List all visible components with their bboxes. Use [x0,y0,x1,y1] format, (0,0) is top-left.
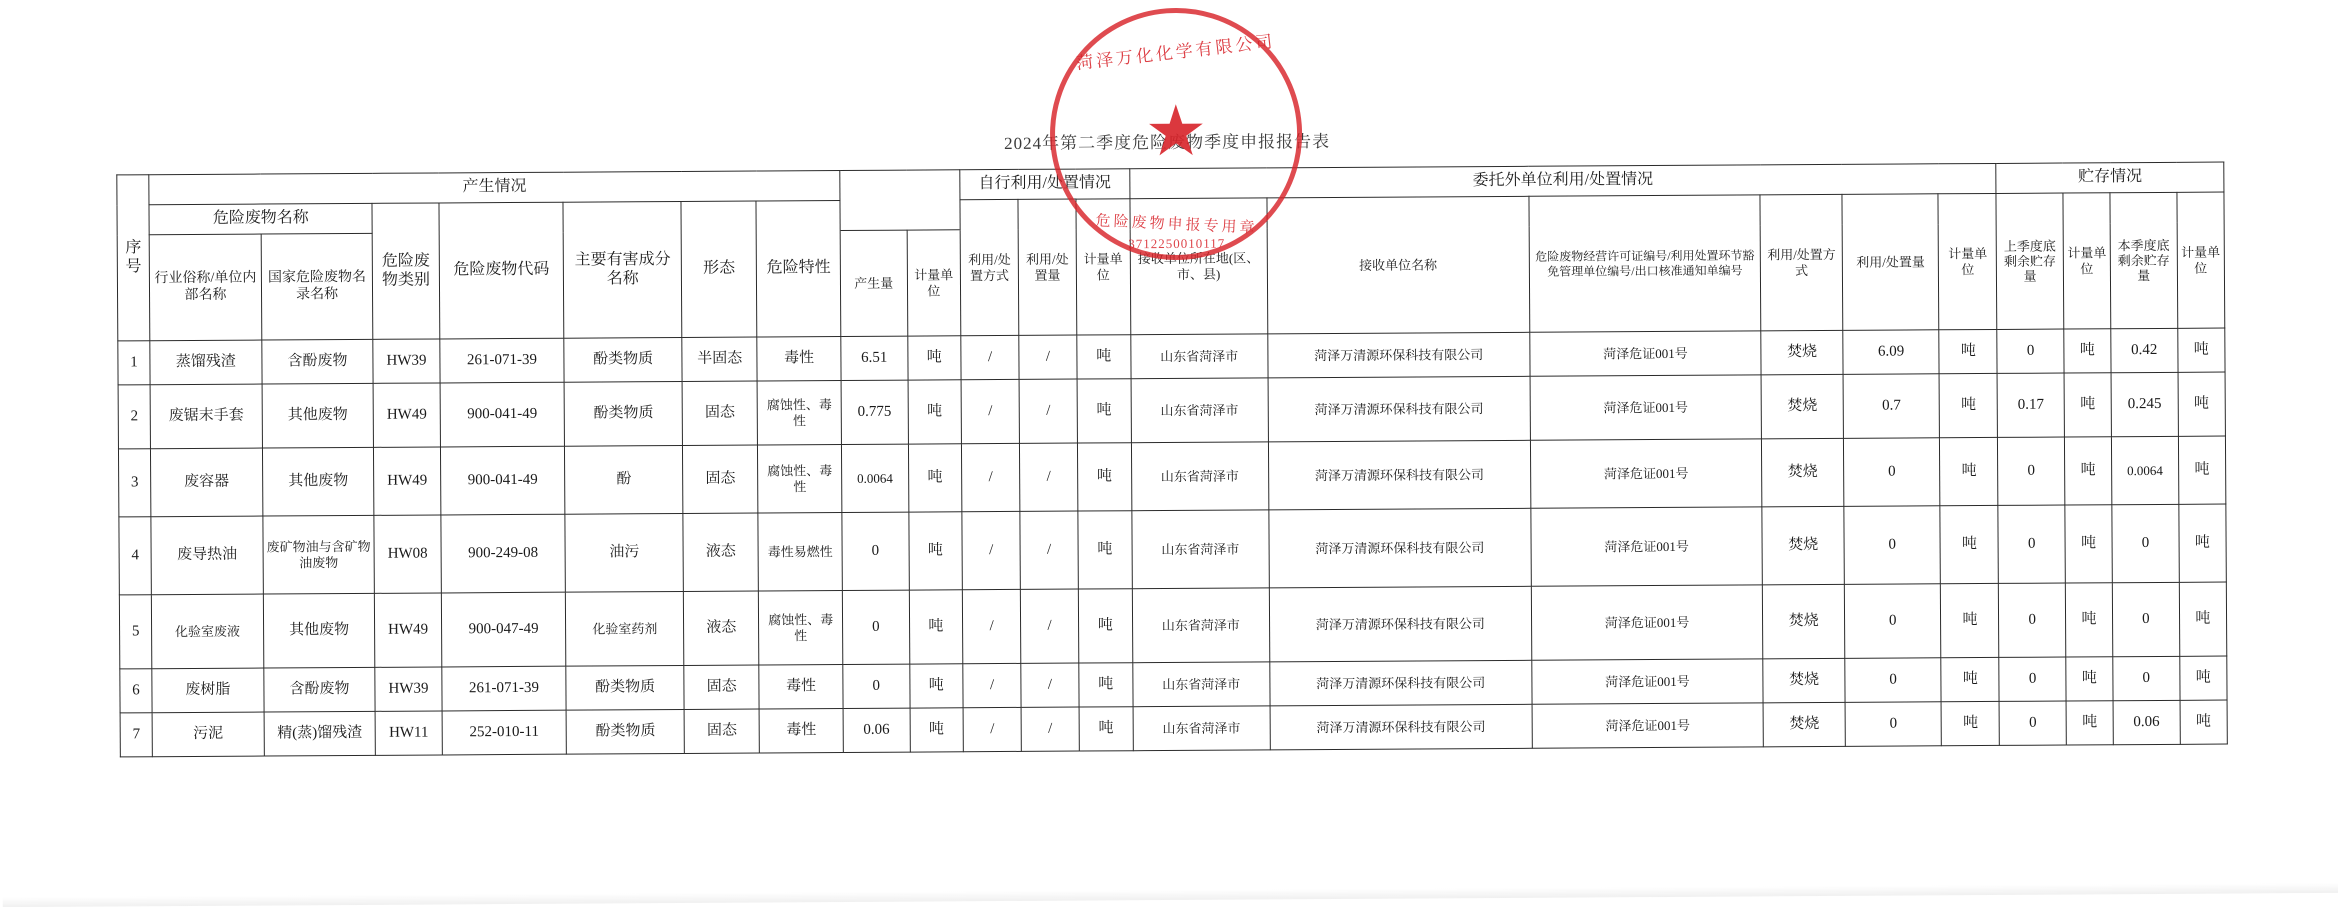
seal-bottom-text: 危险废物申报专用章 [1095,213,1258,237]
header-hazard-property: 危险特性 [756,201,841,338]
cell-industry-name: 废容器 [151,448,263,517]
cell-self-method: / [961,335,1019,379]
cell-receiver-region: 山东省菏泽市 [1131,442,1269,511]
cell-unit-1: 吨 [908,512,962,590]
cell-self-method: / [962,589,1020,663]
cell-entrust-method: 焚烧 [1761,330,1843,374]
cell-generated-amount: 0.775 [841,380,908,444]
cell-waste-category: HW39 [375,667,442,711]
cell-waste-code: 900-249-08 [441,514,566,593]
cell-hazard-property: 毒性 [759,708,843,753]
cell-industry-name: 废导热油 [151,516,263,595]
header-receiver-region: 接收单位所在地(区、市、县) [1130,198,1268,335]
cell-unit-5: 吨 [2179,656,2227,700]
cell-form: 固态 [682,381,757,445]
header-industry-name: 行业俗称/单位内部名称 [149,234,261,341]
cell-hazard-property: 腐蚀性、毒性 [757,381,841,446]
header-unit-5: 计量单位 [2177,192,2225,328]
cell-self-amount: / [1019,335,1077,379]
cell-receiver-region: 山东省菏泽市 [1131,510,1269,589]
cell-unit-2: 吨 [1078,511,1132,589]
cell-unit-4: 吨 [2064,373,2112,437]
header-entrust-amount: 利用/处置量 [1842,194,1939,331]
cell-entrust-amount: 0 [1845,702,1942,747]
header-unit-4: 计量单位 [2063,193,2111,329]
cell-self-amount: / [1020,511,1078,589]
table-row [119,504,2226,595]
header-waste-code: 危险废物代码 [439,202,564,339]
cell-unit-5: 吨 [2178,372,2226,436]
cell-unit-1: 吨 [909,590,963,664]
cell-unit-4: 吨 [2066,701,2113,745]
cell-prev-quarter-stock: 0 [1999,657,2066,701]
cell-self-method: / [963,663,1021,707]
cell-hazard-property: 腐蚀性、毒性 [759,590,843,665]
cell-generated-amount: 0 [842,512,909,590]
cell-unit-1: 吨 [910,708,964,752]
cell-entrust-amount: 0.7 [1843,374,1940,439]
cell-this-quarter-stock: 0.06 [2113,700,2180,744]
cell-hazard-property: 毒性 [759,664,843,709]
cell-waste-category: HW39 [373,339,440,383]
cell-this-quarter-stock: 0.245 [2111,372,2178,436]
cell-unit-5: 吨 [2180,700,2228,744]
cell-harmful-component: 酚 [565,445,683,514]
header-unit-1: 计量单位 [907,230,961,336]
cell-form: 液态 [684,591,760,665]
header-generation-group: 产生情况 [149,171,840,205]
cell-receiver-name: 菏泽万清源环保科技有限公司 [1268,440,1530,510]
cell-this-quarter-stock: 0 [2113,656,2180,700]
cell-entrust-amount: 0 [1844,506,1941,585]
cell-waste-category: HW49 [373,383,440,447]
cell-unit-5: 吨 [2178,436,2226,504]
cell-prev-quarter-stock: 0 [1998,437,2065,505]
cell-prev-quarter-stock: 0.17 [1997,373,2064,437]
cell-this-quarter-stock: 0.0064 [2112,436,2179,504]
header-entrust-method: 利用/处置方式 [1760,194,1842,330]
cell-waste-category: HW08 [374,515,441,593]
cell-entrust-method: 焚烧 [1762,438,1844,506]
header-license-no: 危险废物经营许可证编号/利用处置环节豁免管理单位编号/出口核准通知单编号 [1529,195,1762,332]
cell-receiver-name: 菏泽万清源环保科技有限公司 [1270,660,1532,706]
cell-receiver-region: 山东省菏泽市 [1131,378,1269,443]
cell-hazard-property: 毒性 [757,337,841,382]
cell-seq: 5 [119,595,152,669]
cell-generated-amount: 0.06 [843,708,910,752]
cell-receiver-region: 山东省菏泽市 [1132,662,1270,707]
cell-unit-2: 吨 [1079,663,1133,707]
cell-unit-3: 吨 [1941,583,1999,657]
cell-receiver-region: 山东省菏泽市 [1132,588,1270,663]
cell-unit-3: 吨 [1940,505,1998,583]
cell-entrust-method: 焚烧 [1763,702,1845,746]
cell-hazard-property: 腐蚀性、毒性 [758,445,842,514]
cell-catalog-name: 精(蒸)馏残渣 [264,711,376,756]
cell-this-quarter-stock: 0 [2112,582,2179,656]
cell-prev-quarter-stock: 0 [1998,505,2065,583]
cell-self-method: / [961,379,1019,443]
cell-unit-1: 吨 [909,664,963,708]
cell-catalog-name: 其他废物 [262,383,374,448]
cell-entrust-method: 焚烧 [1763,584,1845,658]
header-receiver-name: 接收单位名称 [1267,196,1530,334]
cell-entrust-method: 焚烧 [1761,374,1843,438]
seal-code: 3712250010117 [1128,235,1226,252]
cell-harmful-component: 酚类物质 [566,709,684,754]
cell-self-amount: / [1019,379,1077,443]
cell-form: 半固态 [682,337,757,381]
table-row [119,582,2226,669]
cell-unit-3: 吨 [1940,437,1998,505]
page-title: 2024年第二季度危险废物季度申报报告表 [1004,132,1331,154]
cell-unit-5: 吨 [2177,328,2225,372]
seal-top-text: 菏泽万化化学有限公司 [1075,31,1277,73]
table-row [118,436,2225,517]
header-this-quarter-stock: 本季度底剩余贮存量 [2110,192,2177,328]
scan-edge-shadow [3,883,2338,907]
cell-waste-code: 900-041-49 [440,382,565,447]
cell-waste-code: 900-047-49 [441,592,566,667]
cell-unit-3: 吨 [1939,329,1997,373]
cell-catalog-name: 废矿物油与含矿物油废物 [263,515,375,594]
header-entrust-group: 委托外单位利用/处置情况 [1129,163,1996,198]
cell-prev-quarter-stock: 0 [1999,583,2066,657]
header-self-method: 利用/处置方式 [960,199,1019,335]
header-waste-category: 危险废物类别 [372,203,439,339]
header-waste-name-group: 危险废物名称 [149,203,372,234]
cell-unit-4: 吨 [2064,329,2111,373]
cell-catalog-name: 含酚废物 [264,667,376,712]
header-unit-3: 计量单位 [1938,193,1997,329]
cell-harmful-component: 酚类物质 [564,337,682,382]
cell-entrust-amount: 0 [1843,438,1940,507]
cell-industry-name: 废锯末手套 [150,384,262,449]
cell-receiver-name: 菏泽万清源环保科技有限公司 [1269,586,1531,662]
cell-receiver-region: 山东省菏泽市 [1133,706,1271,751]
cell-entrust-amount: 0 [1844,584,1941,659]
cell-waste-category: HW49 [375,593,442,667]
cell-waste-category: HW11 [375,711,442,755]
cell-waste-code: 900-041-49 [440,446,565,515]
header-seq: 序号 [117,175,150,341]
cell-seq: 7 [120,713,152,757]
cell-unit-2: 吨 [1077,443,1131,511]
cell-self-amount: / [1020,589,1078,663]
cell-seq: 6 [120,669,152,713]
cell-industry-name: 蒸馏残渣 [150,340,262,385]
star-icon: ★ [1144,93,1208,172]
cell-form: 固态 [684,709,759,753]
cell-self-method: / [963,707,1021,751]
cell-seq: 3 [118,449,151,517]
cell-license-no: 菏泽危证001号 [1532,703,1764,748]
cell-unit-4: 吨 [2065,583,2113,657]
cell-industry-name: 化验室废液 [152,594,264,669]
cell-hazard-property: 毒性易燃性 [758,512,842,591]
cell-unit-2: 吨 [1077,335,1131,379]
header-catalog-name: 国家危险废物名录名称 [261,233,373,340]
cell-unit-2: 吨 [1079,707,1133,751]
cell-prev-quarter-stock: 0 [1999,701,2066,745]
cell-generated-amount: 0.0064 [841,444,908,512]
cell-unit-1: 吨 [907,336,961,380]
cell-seq: 2 [118,385,151,449]
header-harmful-component: 主要有害成分名称 [563,201,682,338]
header-prev-quarter-stock: 上季度底剩余贮存量 [1996,193,2063,329]
header-unit-2: 计量单位 [1076,199,1130,335]
cell-unit-2: 吨 [1078,589,1132,663]
cell-waste-code: 261-071-39 [442,666,567,711]
cell-license-no: 菏泽危证001号 [1531,585,1763,660]
cell-unit-5: 吨 [2179,582,2227,656]
cell-entrust-amount: 6.09 [1843,330,1940,375]
cell-receiver-name: 菏泽万清源环保科技有限公司 [1269,508,1531,588]
cell-entrust-method: 焚烧 [1762,506,1844,584]
header-form: 形态 [681,201,757,337]
cell-harmful-component: 酚类物质 [564,381,682,446]
cell-self-amount: / [1020,443,1078,511]
cell-industry-name: 污泥 [152,712,264,757]
header-generated-amount: 产生量 [840,230,907,336]
cell-license-no: 菏泽危证001号 [1530,375,1762,440]
cell-unit-1: 吨 [908,380,962,444]
cell-unit-1: 吨 [908,444,962,512]
cell-license-no: 菏泽危证001号 [1529,331,1761,376]
cell-harmful-component: 油污 [565,513,683,592]
cell-self-method: / [962,511,1020,589]
cell-unit-3: 吨 [1940,373,1998,437]
cell-waste-code: 252-010-11 [442,710,567,755]
cell-license-no: 菏泽危证001号 [1531,507,1763,586]
cell-catalog-name: 其他废物 [263,593,375,668]
cell-license-no: 菏泽危证001号 [1531,659,1763,704]
cell-self-amount: / [1021,707,1079,751]
hazardous-waste-declaration-table [116,162,2228,758]
header-storage-group: 贮存情况 [1996,162,2224,193]
cell-unit-2: 吨 [1077,379,1131,443]
cell-self-amount: / [1021,663,1079,707]
header-self-amount: 利用/处置量 [1018,199,1077,335]
cell-receiver-name: 菏泽万清源环保科技有限公司 [1268,376,1530,442]
cell-form: 固态 [684,665,759,709]
cell-harmful-component: 酚类物质 [566,665,684,710]
cell-harmful-component: 化验室药剂 [566,591,684,666]
cell-unit-4: 吨 [2066,657,2113,701]
cell-this-quarter-stock: 0 [2112,504,2179,582]
cell-entrust-amount: 0 [1845,658,1942,703]
cell-receiver-region: 山东省菏泽市 [1130,334,1268,379]
cell-license-no: 菏泽危证001号 [1530,439,1762,508]
cell-self-method: / [962,443,1020,511]
cell-catalog-name: 含酚废物 [262,339,374,384]
cell-unit-4: 吨 [2065,505,2113,583]
cell-this-quarter-stock: 0.42 [2111,328,2178,372]
cell-waste-category: HW49 [374,447,441,515]
cell-receiver-name: 菏泽万清源环保科技有限公司 [1270,704,1532,750]
cell-industry-name: 废树脂 [152,668,264,713]
cell-form: 固态 [683,445,759,513]
cell-unit-3: 吨 [1941,657,1999,701]
cell-generated-amount: 6.51 [841,336,908,380]
cell-seq: 1 [118,341,150,385]
cell-entrust-method: 焚烧 [1763,658,1845,702]
cell-seq: 4 [119,517,152,595]
cell-generated-amount: 0 [843,664,910,708]
cell-unit-4: 吨 [2064,437,2112,505]
header-self-use-group: 自行利用/处置情况 [960,169,1130,200]
cell-receiver-name: 菏泽万清源环保科技有限公司 [1268,332,1530,378]
cell-catalog-name: 其他废物 [262,447,374,516]
cell-unit-3: 吨 [1942,701,2000,745]
cell-generated-amount: 0 [842,590,909,664]
cell-unit-5: 吨 [2178,504,2226,582]
cell-form: 液态 [683,513,759,591]
cell-prev-quarter-stock: 0 [1997,329,2064,373]
cell-waste-code: 261-071-39 [440,338,565,383]
